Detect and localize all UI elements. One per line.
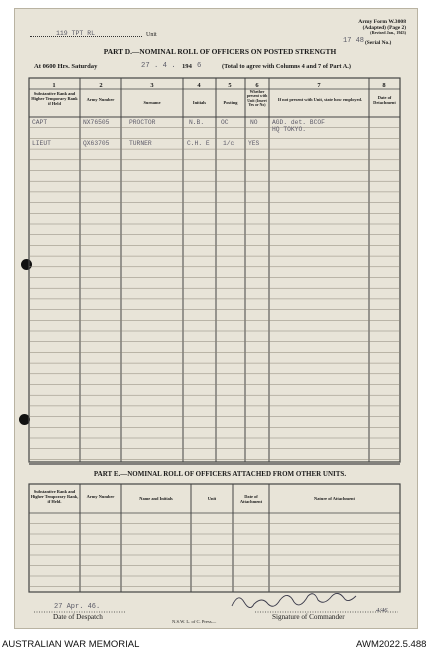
row1-employed: AGD. det. BCOF: [272, 119, 325, 126]
serial-label: (Serial No.): [365, 40, 392, 46]
col-header-employed: If not present with Unit, state how employed.: [277, 97, 363, 102]
unit-value: 119 TPT RL: [56, 30, 96, 37]
row1-present: NO: [250, 119, 258, 126]
e-col-header-nature: Nature of Attachment: [314, 496, 355, 501]
signature-date: 4/46: [376, 607, 388, 614]
archive-footer: [0, 630, 435, 653]
row1-army-number: NX76505: [83, 119, 110, 126]
form-revised: (Revised Jan., 1943): [370, 30, 406, 35]
form-subtitle: (Adapted) (Page 2): [362, 25, 406, 31]
row2-initials: C.H. E: [187, 140, 210, 147]
row2-posting: 1/c: [223, 140, 235, 147]
archive-credit: AUSTRALIAN WAR MEMORIAL: [2, 639, 140, 650]
signature-label: Signature of Commander: [272, 613, 345, 621]
col-num-6: 6: [255, 82, 259, 89]
e-col-header-attachment-date: Date of Attachment: [239, 494, 263, 504]
row2-present: YES: [248, 140, 260, 147]
signature-scrawl: [232, 593, 356, 607]
row1-employed-cont: HQ TOKYO.: [272, 126, 307, 133]
roll-date: 27 . 4 .: [141, 62, 176, 70]
despatch-date-label: Date of Despatch: [53, 613, 103, 621]
e-col-header-unit: Unit: [207, 496, 217, 501]
row2-rank: LIEUT: [32, 140, 51, 147]
year-prefix: 194: [182, 63, 192, 70]
col-num-7: 7: [317, 82, 321, 89]
time-line-prefix: At 0600 Hrs. Saturday: [34, 63, 98, 70]
col-header-surname: Surname: [143, 100, 161, 105]
time-line-suffix: (Total to agree with Columns 4 and 7 of Part A.): [222, 63, 351, 70]
e-col-header-rank: Substantive Rank and Higher Temporary Rank, if Held.: [30, 489, 79, 504]
year-value: 6: [197, 62, 202, 70]
row1-rank: CAPT: [32, 119, 48, 126]
col-num-4: 4: [197, 82, 201, 89]
col-num-5: 5: [228, 82, 232, 89]
col-header-rank: Substantive Rank and Higher Temporary Rank if Held: [31, 91, 78, 106]
serial-value: 17 48: [343, 37, 365, 45]
col-header-initials: Initials: [192, 100, 207, 105]
row1-initials: N.B.: [189, 119, 205, 126]
col-header-posting: Posting: [223, 100, 238, 105]
col-header-detachment-date: Date of Detachment: [373, 95, 396, 105]
unit-label: Unit: [146, 32, 157, 38]
row1-surname: PROCTOR: [129, 119, 156, 126]
row1-posting: OC: [221, 119, 229, 126]
col-num-3: 3: [150, 82, 154, 89]
col-num-1: 1: [52, 82, 56, 89]
archive-accession: AWM2022.5.488: [356, 639, 427, 650]
part-e-title: PART E.—NOMINAL ROLL OF OFFICERS ATTACHED FROM OTHER UNITS.: [93, 470, 347, 478]
col-num-2: 2: [99, 82, 103, 89]
part-d-title: PART D.—NOMINAL ROLL OF OFFICERS ON POSTED STRENGTH: [103, 47, 337, 56]
col-num-8: 8: [382, 82, 386, 89]
col-header-present: Whether present with Unit (Insert Yes or No): [246, 90, 268, 108]
printer-credit: N.S.W. L. of C. Press—: [172, 619, 217, 624]
e-col-header-army-number: Army Number: [86, 494, 115, 499]
e-col-header-name: Name and Initials: [139, 496, 173, 501]
row2-army-number: QX63705: [83, 140, 110, 147]
col-header-army-number: Army Number: [86, 97, 115, 102]
form-title: Army Form W.3008: [358, 19, 406, 25]
despatch-date-value: 27 Apr. 46.: [54, 603, 101, 611]
row2-surname: TURNER: [129, 140, 152, 147]
